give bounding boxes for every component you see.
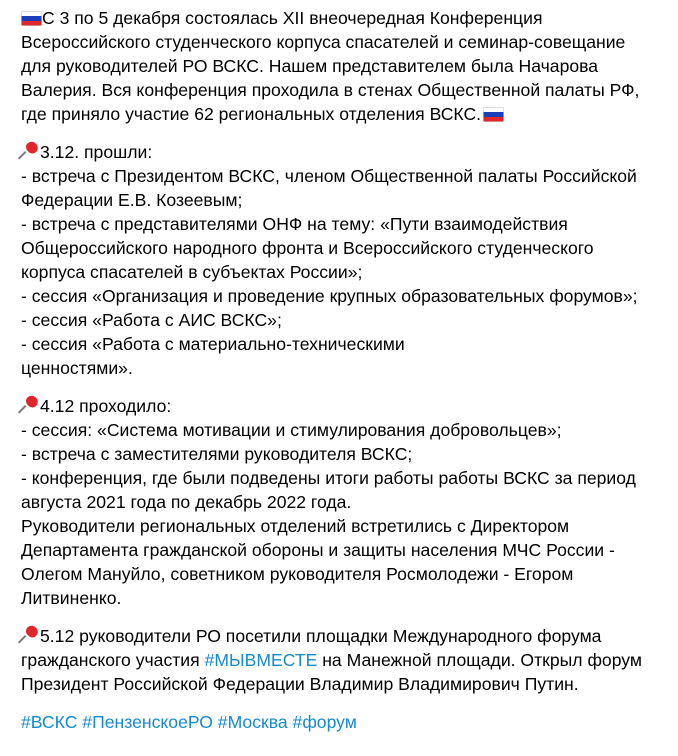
day4-line: Литвиненко. bbox=[21, 588, 122, 608]
day4-line: - конференция, где были подведены итоги работы работы ВСКС за период bbox=[21, 468, 636, 488]
pushpin-icon bbox=[21, 142, 39, 160]
day4-line: Департамента гражданской обороны и защиты населения МЧС России - bbox=[21, 540, 615, 560]
day3-line: - встреча с Президентом ВСКС, членом Общественной палаты Российской bbox=[21, 166, 637, 186]
day3-line: - сессия «Работа с материально-техническими bbox=[21, 334, 405, 354]
day4-line: - сессия: «Система мотивации и стимулирования добровольцев»; bbox=[21, 420, 562, 440]
day4-line: Руководители региональных отделений встретились с Директором bbox=[21, 516, 570, 536]
hashtag-link-moskva[interactable]: #Москва bbox=[217, 712, 288, 732]
day5-line: 5.12 руководители РО посетили площадки Международного форума bbox=[21, 624, 673, 648]
day5-line: гражданского участия #МЫВМЕСТЕ на Манежной площади. Открыл форум bbox=[21, 650, 642, 670]
message-text bbox=[21, 6, 673, 734]
day3-line: Общероссийского народного фронта и Всероссийского студенческого bbox=[21, 238, 594, 258]
hashtag-link-vsks[interactable]: #ВСКС bbox=[21, 712, 78, 732]
day3-line: ценностями». bbox=[21, 358, 133, 378]
hashtag-list bbox=[21, 710, 673, 734]
russia-flag-icon bbox=[21, 11, 42, 26]
day3-heading: 3.12. прошли: bbox=[21, 140, 673, 164]
intro-paragraph bbox=[21, 6, 673, 126]
day4-line: Олегом Мануйло, советником руководителя Росмолодежи - Егором bbox=[21, 564, 574, 584]
intro-line: для руководителей РО ВСКС. Нашем представителем была Начарова bbox=[21, 56, 599, 76]
intro-line: С 3 по 5 декабря состоялась XII внеочередная Конференция bbox=[21, 6, 673, 30]
intro-line: Валерия. Вся конференция проходила в стенах Общественной палаты РФ, bbox=[21, 80, 640, 100]
day3-line: - встреча с представителями ОНФ на тему: «Пути взаимодействия bbox=[21, 214, 568, 234]
hashtag-link-myvmeste[interactable]: #МЫВМЕСТЕ bbox=[204, 650, 318, 670]
day3-line: Федерации Е.В. Козеевым; bbox=[21, 190, 243, 210]
hashtag-link-forum[interactable]: #форум bbox=[292, 712, 357, 732]
russia-flag-icon bbox=[483, 107, 504, 122]
day5-paragraph bbox=[21, 624, 673, 696]
intro-line: где приняло участие 62 региональных отделения ВСКС. bbox=[21, 102, 673, 126]
day3-line: корпуса спасателей в субъектах России»; bbox=[21, 262, 363, 282]
day4-heading: 4.12 проходило: bbox=[21, 394, 673, 418]
day5-line: Президент Российской Федерации Владимир Владимирович Путин. bbox=[21, 674, 579, 694]
day3-line: - сессия «Работа с АИС ВСКС»; bbox=[21, 310, 282, 330]
hashtag-link-penzenskoe-ro[interactable]: #ПензенскоеРО bbox=[82, 712, 213, 732]
pushpin-icon bbox=[21, 626, 39, 644]
day3-line: - сессия «Организация и проведение крупных образовательных форумов»; bbox=[21, 286, 638, 306]
day3-paragraph bbox=[21, 140, 673, 380]
pushpin-icon bbox=[21, 396, 39, 414]
day4-line: - встреча с заместителями руководителя ВСКС; bbox=[21, 444, 413, 464]
intro-line: Всероссийского студенческого корпуса спасателей и семинар-совещание bbox=[21, 32, 626, 52]
day4-paragraph bbox=[21, 394, 673, 610]
day4-line: августа 2021 года по декабрь 2022 года. bbox=[21, 492, 352, 512]
